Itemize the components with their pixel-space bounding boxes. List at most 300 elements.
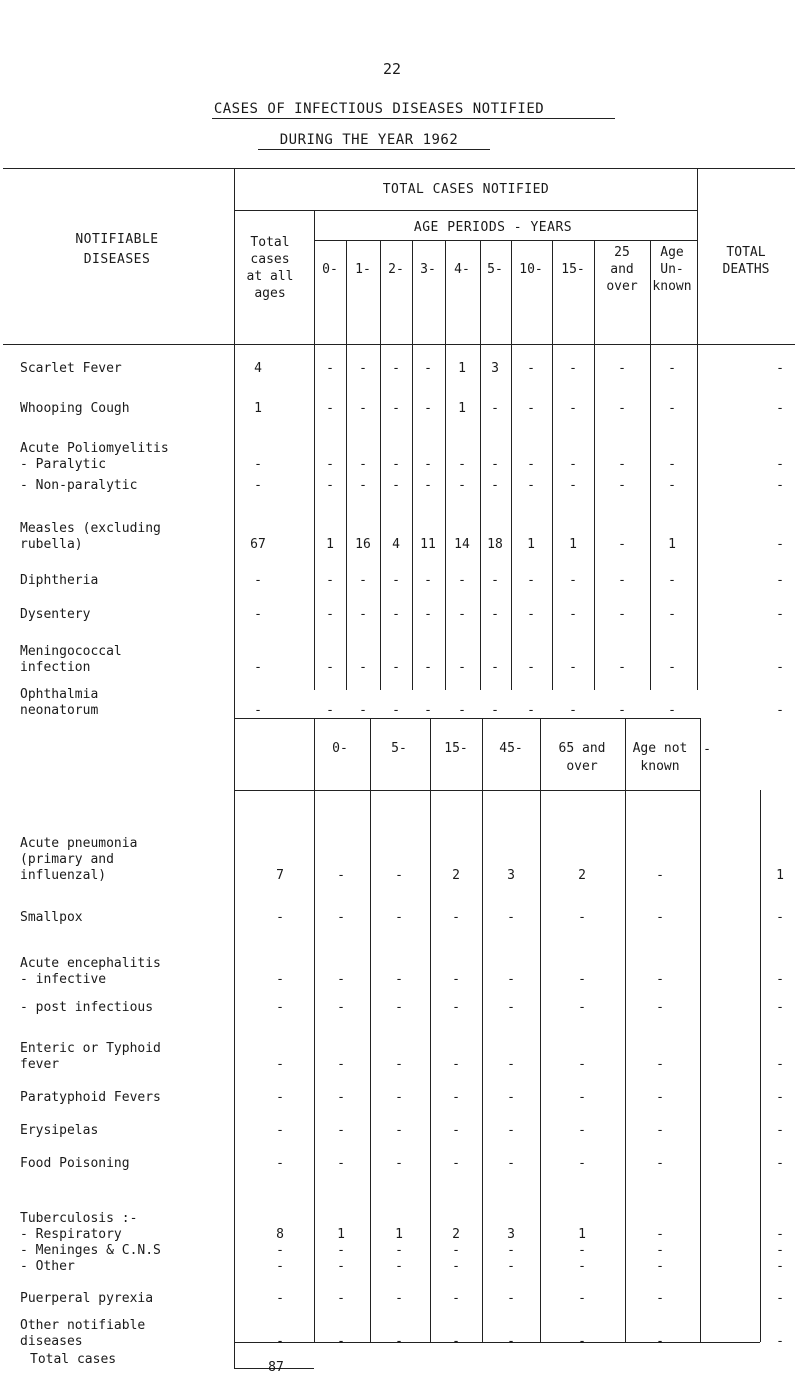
age-header-5: 5- — [487, 262, 503, 277]
age-cell: 1 — [527, 537, 535, 552]
age-cell: - — [618, 478, 626, 493]
age-header-3: 3- — [420, 262, 436, 277]
disease-label: Ophthalmia — [20, 687, 99, 702]
age-cell: 1 — [326, 537, 334, 552]
age-cell: - — [491, 478, 499, 493]
age-cell: - — [618, 607, 626, 622]
age-cell: 2 — [578, 868, 586, 883]
age-cell: - — [527, 478, 535, 493]
age-cell: - — [527, 401, 535, 416]
deaths-cell: - — [776, 361, 784, 376]
age-cell: - — [359, 660, 367, 675]
disease-label: Acute encephalitis — [20, 956, 161, 971]
deaths-cell: - — [776, 1057, 784, 1072]
age-unknown-header-line: known — [652, 279, 692, 294]
age-cell: - — [337, 1291, 345, 1306]
total-cases-cell: 7 — [276, 868, 284, 883]
age-cell: - — [458, 703, 466, 718]
disease-label: rubella) — [20, 537, 83, 552]
disease-label: neonatorum — [20, 703, 99, 718]
title-underline — [258, 149, 490, 150]
disease-label: Acute pneumonia — [20, 836, 138, 851]
age-cell: - — [392, 660, 400, 675]
age-cell: - — [359, 401, 367, 416]
age-cell: - — [656, 1243, 664, 1258]
age-cell: - — [507, 1156, 515, 1171]
age-cell: - — [668, 457, 676, 472]
age-cell: 1 — [458, 401, 466, 416]
age-cell: - — [359, 573, 367, 588]
age-column-rule — [540, 790, 541, 1342]
total-cases-cell: - — [254, 457, 262, 472]
age-cell: - — [527, 457, 535, 472]
age-cell: - — [458, 573, 466, 588]
age-cell: - — [359, 457, 367, 472]
deaths-cell: - — [776, 573, 784, 588]
age-cell: - — [578, 1090, 586, 1105]
page-number: 22 — [382, 60, 402, 78]
total-cases-cell: - — [276, 1291, 284, 1306]
table-rule — [3, 168, 795, 169]
age-cell: - — [491, 607, 499, 622]
age-cell: - — [395, 910, 403, 925]
disease-label: Other notifiable — [20, 1318, 146, 1333]
age-cell: - — [326, 478, 334, 493]
age-cell: - — [569, 361, 577, 376]
age-cell: - — [618, 401, 626, 416]
age-column-rule — [625, 718, 626, 790]
age-cell: - — [507, 1090, 515, 1105]
age-cell: - — [392, 457, 400, 472]
total-cases-cell: 1 — [254, 401, 262, 416]
age-column-rule — [482, 718, 483, 790]
notifiable-label: NOTIFIABLE — [75, 232, 159, 247]
age-column-rule — [625, 790, 626, 1342]
total-cases-cell: - — [276, 1259, 284, 1274]
age-cell: - — [326, 573, 334, 588]
age-column-rule — [430, 790, 431, 1342]
age-cell: - — [656, 1259, 664, 1274]
disease-label: Puerperal pyrexia — [20, 1291, 154, 1306]
age-cell: - — [452, 910, 460, 925]
age-cell: - — [326, 401, 334, 416]
disease-label: Whooping Cough — [20, 401, 130, 416]
age-cell: 4 — [392, 537, 400, 552]
disease-label: Diphtheria — [20, 573, 99, 588]
total-cases-header-line: Total — [250, 235, 290, 250]
age-cell: - — [507, 910, 515, 925]
total-cases-cell: 4 — [254, 361, 262, 376]
total-cases-cell: - — [276, 1057, 284, 1072]
age-cell: - — [578, 972, 586, 987]
table-rule — [3, 344, 795, 345]
total-cases-cell: - — [254, 607, 262, 622]
age-header-1: 1- — [355, 262, 371, 277]
total-cases-cell: - — [276, 1123, 284, 1138]
age-cell: - — [578, 1334, 586, 1349]
age-cell: - — [656, 1057, 664, 1072]
table-rule — [234, 210, 697, 211]
age-cell: - — [569, 478, 577, 493]
age-cell: - — [507, 1057, 515, 1072]
age-cell: - — [668, 478, 676, 493]
age-column-rule — [314, 790, 315, 1342]
total-cases-cell: - — [254, 573, 262, 588]
age-header-6: 10- — [519, 262, 543, 277]
total-cases-cell: - — [276, 1156, 284, 1171]
age-cell: - — [656, 972, 664, 987]
age-cell: - — [569, 573, 577, 588]
total-cases-cell: 8 — [276, 1227, 284, 1242]
age-column-rule — [480, 240, 481, 690]
age-cell: 1 — [578, 1227, 586, 1242]
age-cell: - — [395, 1057, 403, 1072]
age-cell: - — [392, 607, 400, 622]
age-cell: - — [359, 703, 367, 718]
age-cell: - — [618, 361, 626, 376]
age-cell: - — [337, 910, 345, 925]
disease-label: Paratyphoid Fevers — [20, 1090, 161, 1105]
age-cell: - — [337, 1259, 345, 1274]
age-column-rule — [445, 240, 446, 690]
age-cell: - — [395, 1334, 403, 1349]
age-cell: - — [569, 703, 577, 718]
age-cell: - — [337, 1000, 345, 1015]
table-rule — [234, 790, 700, 791]
age-cell: - — [656, 1291, 664, 1306]
deaths-cell: - — [776, 703, 784, 718]
deaths-cell: - — [776, 607, 784, 622]
age-cell: - — [491, 573, 499, 588]
age-cell: - — [507, 1000, 515, 1015]
age-cell: - — [337, 972, 345, 987]
age-cell: 2 — [452, 1227, 460, 1242]
age-unknown2-header-line: known — [640, 759, 680, 774]
age-unknown-header-line: Age — [660, 245, 684, 260]
age-cell: 3 — [507, 868, 515, 883]
title-line-2: DURING THE YEAR 1962 — [279, 132, 459, 148]
age-cell: - — [458, 660, 466, 675]
age-cell: - — [392, 703, 400, 718]
age-cell: - — [578, 910, 586, 925]
table-rule — [314, 240, 697, 241]
deaths-cell: - — [776, 910, 784, 925]
age-cell: - — [578, 1057, 586, 1072]
age-cell: - — [326, 457, 334, 472]
age-column-rule — [412, 240, 413, 690]
age-cell: - — [656, 1227, 664, 1242]
disease-label: Smallpox — [20, 910, 83, 925]
disease-label: Measles (excluding — [20, 521, 161, 536]
disease-label: influenzal) — [20, 868, 107, 883]
deaths-cell: - — [776, 1090, 784, 1105]
age-cell: - — [656, 910, 664, 925]
disease-label: infection — [20, 660, 91, 675]
age-cell: - — [656, 1334, 664, 1349]
age-cell: - — [578, 1291, 586, 1306]
deaths-header-dash: - — [703, 742, 711, 757]
total-cases-cell: 67 — [250, 537, 266, 552]
disease-label: Erysipelas — [20, 1123, 99, 1138]
age-cell: - — [656, 868, 664, 883]
age-cell: - — [326, 361, 334, 376]
age-cell: - — [668, 573, 676, 588]
disease-label: fever — [20, 1057, 60, 1072]
age-cell: - — [618, 660, 626, 675]
total-cases-footer-value: 87 — [268, 1360, 284, 1375]
total-cases-cell: - — [276, 910, 284, 925]
age-cell: 1 — [668, 537, 676, 552]
total-cases-cell: - — [254, 660, 262, 675]
total-cases-header-line: cases — [250, 252, 290, 267]
age-cell: - — [569, 607, 577, 622]
age-65-header-line: over — [566, 759, 598, 774]
age-cell: - — [424, 573, 432, 588]
age-cell: 1 — [395, 1227, 403, 1242]
total-deaths-header-line: DEATHS — [722, 262, 770, 277]
disease-label: Dysentery — [20, 607, 91, 622]
age-cell: - — [458, 607, 466, 622]
table-rule — [697, 344, 698, 690]
deaths-cell: - — [776, 478, 784, 493]
age-cell: - — [359, 478, 367, 493]
age-25-header-line: and — [610, 262, 634, 277]
age-cell: - — [656, 1090, 664, 1105]
total-cases-notified-header: TOTAL CASES NOTIFIED — [382, 182, 550, 197]
age-cell: - — [395, 1259, 403, 1274]
age-cell: - — [618, 457, 626, 472]
disease-label: (primary and — [20, 852, 114, 867]
age-cell: - — [507, 1334, 515, 1349]
age-cell: - — [578, 1156, 586, 1171]
age-cell: - — [395, 1291, 403, 1306]
deaths-cell: - — [776, 1227, 784, 1242]
age2-header-3: 45- — [499, 741, 523, 756]
age-column-rule — [540, 718, 541, 790]
disease-label: Enteric or Typhoid — [20, 1041, 161, 1056]
total-cases-cell: - — [276, 1090, 284, 1105]
age-cell: - — [656, 1000, 664, 1015]
diseases-label: DISEASES — [83, 252, 151, 267]
deaths-cell: - — [776, 1156, 784, 1171]
disease-label: - Meninges & C.N.S — [20, 1243, 161, 1258]
table-rule — [314, 210, 315, 344]
age-column-rule — [552, 240, 553, 690]
total-cases-cell: - — [276, 1243, 284, 1258]
total-cases-cell: - — [276, 1334, 284, 1349]
age-cell: - — [668, 607, 676, 622]
age-cell: - — [668, 660, 676, 675]
age-cell: - — [424, 457, 432, 472]
age-cell: - — [395, 1090, 403, 1105]
deaths-cell: - — [776, 457, 784, 472]
age-cell: - — [337, 1057, 345, 1072]
age-cell: - — [491, 457, 499, 472]
age-cell: - — [668, 703, 676, 718]
age-cell: - — [452, 1123, 460, 1138]
age-cell: - — [424, 703, 432, 718]
deaths-cell: - — [776, 972, 784, 987]
age-cell: 14 — [454, 537, 470, 552]
age-cell: - — [337, 868, 345, 883]
disease-label: - infective — [20, 972, 107, 987]
table-rule — [697, 168, 698, 344]
age-cell: - — [359, 607, 367, 622]
total-column-rule — [234, 168, 235, 1368]
age-cell: - — [452, 1291, 460, 1306]
age-column-rule — [370, 790, 371, 1342]
age-cell: - — [618, 703, 626, 718]
age-cell: - — [424, 361, 432, 376]
total-cases-footer-label: Total cases — [30, 1352, 117, 1367]
total-deaths-header-line: TOTAL — [726, 245, 766, 260]
age-column-rule — [482, 790, 483, 1342]
age-cell: - — [569, 660, 577, 675]
age-cell: - — [337, 1334, 345, 1349]
total-cases-cell: - — [254, 703, 262, 718]
age-cell: - — [618, 537, 626, 552]
age-cell: - — [668, 361, 676, 376]
disease-label: Meningococcal — [20, 644, 122, 659]
age-cell: - — [452, 1334, 460, 1349]
age-cell: - — [337, 1243, 345, 1258]
age-cell: - — [618, 573, 626, 588]
age-cell: 2 — [452, 868, 460, 883]
deaths-cell: - — [776, 660, 784, 675]
age-header-4: 4- — [454, 262, 470, 277]
age-cell: - — [392, 401, 400, 416]
age-cell: - — [452, 1057, 460, 1072]
age-cell: - — [458, 457, 466, 472]
age2-header-0: 0- — [332, 741, 348, 756]
total-cases-cell: - — [276, 972, 284, 987]
age-cell: - — [452, 1259, 460, 1274]
age-column-rule — [370, 718, 371, 790]
age-cell: - — [656, 1123, 664, 1138]
total-cases-cell: - — [254, 478, 262, 493]
age-column-rule — [380, 240, 381, 690]
deaths-cell: - — [776, 1243, 784, 1258]
age-cell: - — [527, 361, 535, 376]
age-column-rule — [346, 240, 347, 690]
table-rule — [234, 1342, 760, 1343]
disease-label: - post infectious — [20, 1000, 154, 1015]
table-rule — [234, 718, 700, 719]
age-cell: 11 — [420, 537, 436, 552]
age-column-rule — [760, 790, 761, 1342]
age-cell: 1 — [337, 1227, 345, 1242]
age-25-header-line: 25 — [614, 245, 630, 260]
age-cell: - — [527, 607, 535, 622]
age-cell: - — [452, 1000, 460, 1015]
deaths-cell: - — [776, 401, 784, 416]
age-cell: - — [395, 1156, 403, 1171]
age-periods-header: AGE PERIODS - YEARS — [413, 220, 573, 235]
age-cell: - — [452, 1156, 460, 1171]
age-cell: - — [452, 972, 460, 987]
deaths-cell: - — [776, 1259, 784, 1274]
disease-label: - Other — [20, 1259, 75, 1274]
age-cell: - — [578, 1259, 586, 1274]
age-column-rule — [594, 240, 595, 690]
age-header-0: 0- — [322, 262, 338, 277]
disease-label: - Non-paralytic — [20, 478, 138, 493]
age-cell: - — [424, 660, 432, 675]
age-cell: - — [527, 703, 535, 718]
age-cell: 3 — [491, 361, 499, 376]
age-cell: - — [507, 1291, 515, 1306]
age-cell: 3 — [507, 1227, 515, 1242]
disease-label: Scarlet Fever — [20, 361, 122, 376]
age-column-rule — [700, 790, 701, 1342]
age-cell: - — [578, 1243, 586, 1258]
age-cell: - — [395, 1000, 403, 1015]
deaths-cell: 1 — [776, 868, 784, 883]
disease-label: Acute Poliomyelitis — [20, 441, 169, 456]
age-cell: - — [668, 401, 676, 416]
total-cases-header-line: at all — [246, 269, 294, 284]
total-cases-cell: - — [276, 1000, 284, 1015]
deaths-cell: - — [776, 537, 784, 552]
age-cell: - — [491, 660, 499, 675]
age2-header-2: 15- — [444, 741, 468, 756]
title-line-1: CASES OF INFECTIOUS DISEASES NOTIFIED — [213, 101, 545, 117]
deaths-cell: - — [776, 1000, 784, 1015]
title-underline — [212, 118, 615, 119]
age-cell: - — [392, 361, 400, 376]
age-cell: - — [656, 1156, 664, 1171]
age-cell: - — [395, 972, 403, 987]
age-cell: - — [507, 1259, 515, 1274]
age-cell: 1 — [458, 361, 466, 376]
age-header-2: 2- — [388, 262, 404, 277]
age-cell: - — [569, 457, 577, 472]
age-cell: - — [326, 660, 334, 675]
age-cell: - — [507, 1243, 515, 1258]
age-cell: - — [337, 1090, 345, 1105]
age-cell: - — [326, 703, 334, 718]
age-cell: - — [569, 401, 577, 416]
age-cell: - — [424, 478, 432, 493]
age-cell: - — [527, 573, 535, 588]
age-cell: - — [527, 660, 535, 675]
age-cell: - — [507, 972, 515, 987]
age-cell: - — [452, 1090, 460, 1105]
disease-label: diseases — [20, 1334, 83, 1349]
disease-label: - Paralytic — [20, 457, 107, 472]
disease-label: - Respiratory — [20, 1227, 122, 1242]
deaths-cell: - — [776, 1291, 784, 1306]
disease-label: Food Poisoning — [20, 1156, 130, 1171]
age-cell: - — [578, 1123, 586, 1138]
age-65-header-line: 65 and — [558, 741, 606, 756]
age-column-rule — [511, 240, 512, 690]
age-cell: - — [458, 478, 466, 493]
age-cell: - — [326, 607, 334, 622]
age-column-rule — [314, 718, 315, 790]
age-column-rule — [430, 718, 431, 790]
age-cell: - — [392, 478, 400, 493]
total-cases-header-line: ages — [254, 286, 286, 301]
deaths-cell: - — [776, 1123, 784, 1138]
disease-label: Tuberculosis :- — [20, 1211, 138, 1226]
deaths-cell: - — [776, 1334, 784, 1349]
age-cell: 18 — [487, 537, 503, 552]
age-cell: - — [491, 703, 499, 718]
age-cell: 16 — [355, 537, 371, 552]
age-cell: - — [359, 361, 367, 376]
age2-header-1: 5- — [391, 741, 407, 756]
